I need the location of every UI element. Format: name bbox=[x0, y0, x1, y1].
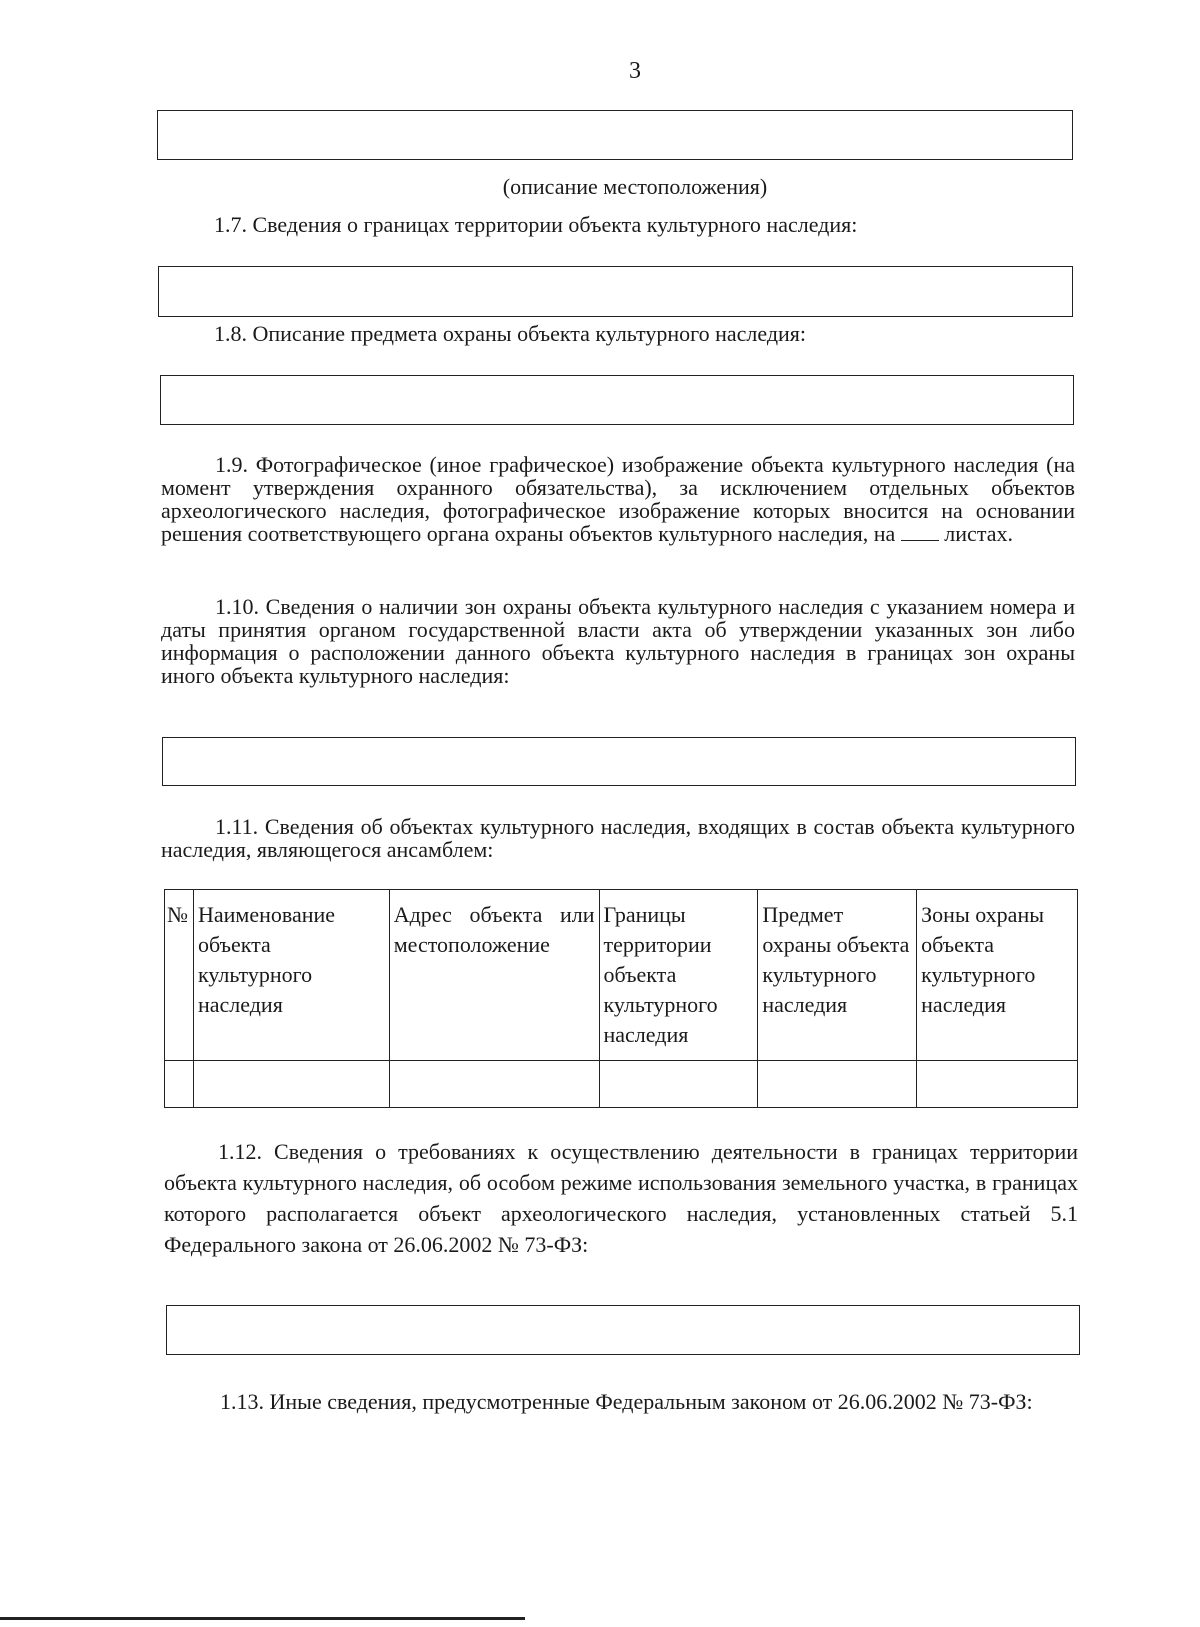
location-caption: (описание местоположения) bbox=[502, 174, 768, 199]
sheet-count-blank[interactable] bbox=[901, 522, 939, 541]
section-1-9-text bbox=[161, 453, 1075, 545]
col-header-boundaries: Границы территории объекта культурного наследия bbox=[599, 890, 758, 1061]
location-field[interactable] bbox=[157, 110, 1073, 160]
table-row bbox=[165, 1061, 1078, 1108]
page-number: 3 bbox=[629, 58, 641, 84]
col-header-address: Адрес объекта или местоположение bbox=[389, 890, 599, 1061]
section-1-7-field[interactable] bbox=[158, 266, 1073, 317]
cell-name[interactable] bbox=[193, 1061, 389, 1108]
section-1-9-text-end: листах. bbox=[944, 521, 1013, 546]
ensemble-objects-table bbox=[164, 889, 1078, 1108]
section-1-11-text: 1.11. Сведения об объектах культурного наследия, входящих в состав объекта культурного наследия, являющегося ансамблем: bbox=[161, 814, 1075, 862]
col-header-protection-zones: Зоны охраны объекта культурного наследия bbox=[917, 890, 1078, 1061]
table-header-row bbox=[165, 890, 1078, 1061]
cell-protection-subject[interactable] bbox=[758, 1061, 917, 1108]
section-1-12-field[interactable] bbox=[166, 1305, 1080, 1355]
section-1-9-text-main: 1.9. Фотографическое (иное графическое) изображение объекта культурного наследия (на момент утверждения охранного обязательства), за исключением отдельных объектов археологического наследия, фотографическое изображение которых вносится на основании решения соответствующего органа охраны объектов культурного наследия, на bbox=[161, 452, 1075, 546]
cell-number[interactable] bbox=[165, 1061, 194, 1108]
cell-address[interactable] bbox=[389, 1061, 599, 1108]
section-1-10-text: 1.10. Сведения о наличии зон охраны объекта культурного наследия с указанием номера и даты принятия органом государственной власти акта об утверждении указанных зон либо информация о расположении данного объекта культурного наследия в границах зон охраны иного объекта культурного наследия: bbox=[161, 594, 1075, 688]
cell-boundaries[interactable] bbox=[599, 1061, 758, 1108]
section-1-8-field[interactable] bbox=[160, 375, 1074, 425]
section-1-8-title: 1.8. Описание предмета охраны объекта культурного наследия: bbox=[214, 321, 807, 346]
section-1-10-field[interactable] bbox=[162, 737, 1076, 786]
section-1-7-title: 1.7. Сведения о границах территории объекта культурного наследия: bbox=[214, 212, 858, 237]
col-header-protection-subject: Предмет охраны объекта культурного наследия bbox=[758, 890, 917, 1061]
section-1-12-text: 1.12. Сведения о требованиях к осуществлению деятельности в границах территории объекта культурного наследия, об особом режиме использования земельного участка, в границах которого располагается объект археологического наследия, установленных статьей 5.1 Федерального закона от 26.06.2002 № 73-ФЗ: bbox=[164, 1139, 1078, 1257]
col-header-name: Наименование объекта культурного наследия bbox=[193, 890, 389, 1061]
col-header-number: № bbox=[165, 890, 194, 1061]
cell-protection-zones[interactable] bbox=[917, 1061, 1078, 1108]
section-1-13-text: 1.13. Иные сведения, предусмотренные Федеральным законом от 26.06.2002 № 73-ФЗ: bbox=[220, 1389, 1033, 1414]
page-bottom-rule bbox=[0, 1617, 525, 1620]
